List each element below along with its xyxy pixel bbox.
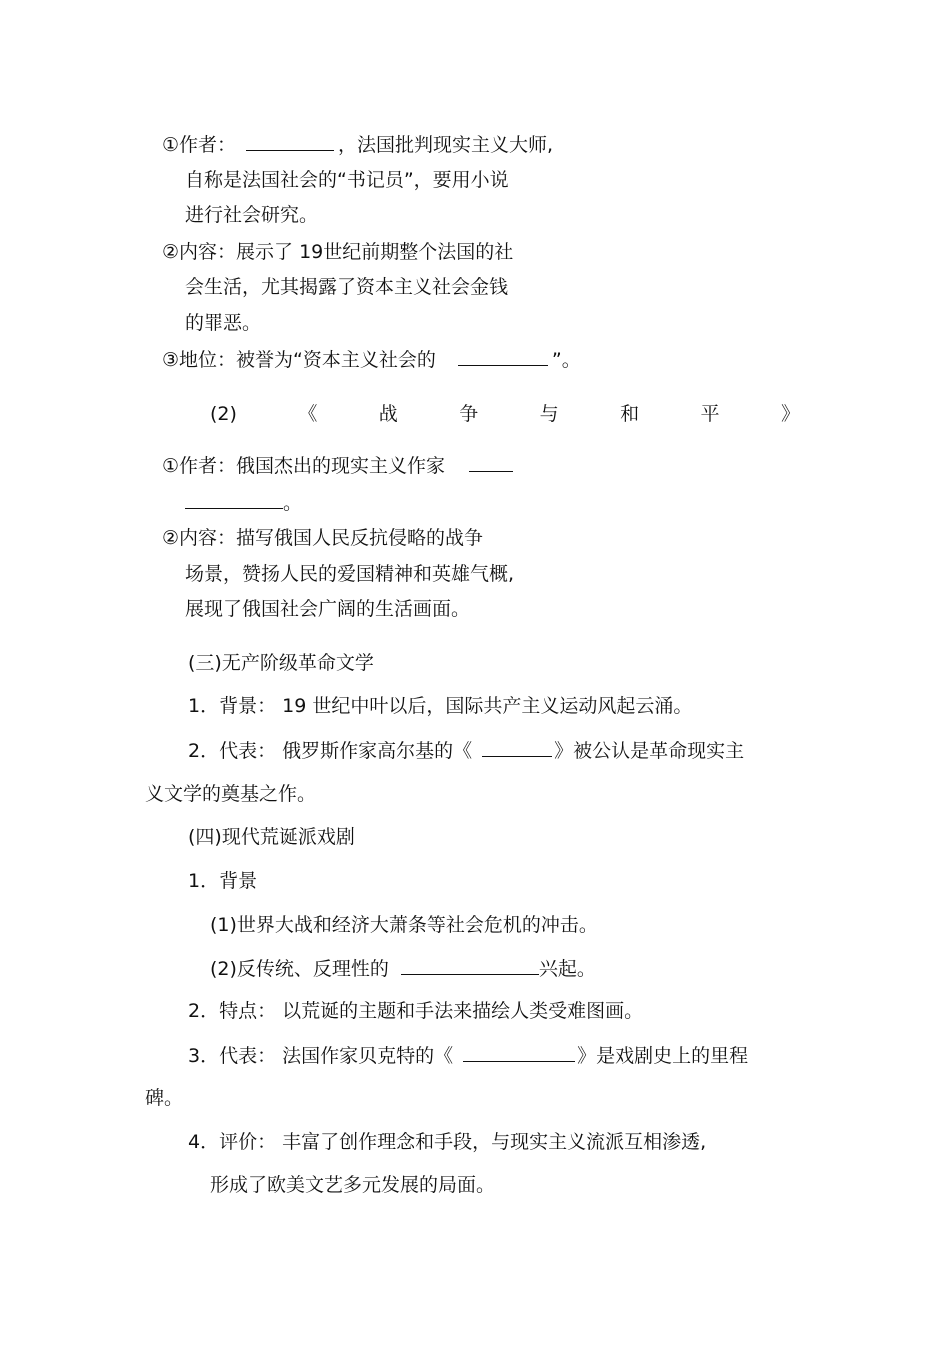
war-peace-content-line1: ②内容：描写俄国人民反抗侵略的战争	[162, 527, 484, 549]
war-peace-content-line3: 展现了俄国社会广阔的生活画面。	[185, 598, 471, 620]
title-char: 和	[620, 403, 640, 425]
period: 。	[283, 492, 303, 514]
balzac-author-line2: 自称是法国社会的“书记员”，要用小说	[185, 169, 509, 191]
blank-author	[246, 132, 334, 151]
balzac-content-line2: 会生活，尤其揭露了资本主义社会金钱	[185, 276, 509, 298]
balzac-author-line	[162, 132, 553, 157]
absurd-rep-line	[188, 1043, 748, 1068]
title-char: 战	[378, 403, 398, 425]
title-char: 平	[700, 403, 720, 425]
balzac-content-line3: 的罪恶。	[185, 312, 262, 334]
title-char: 争	[459, 403, 479, 425]
blank-beckett-work	[463, 1043, 575, 1062]
blank-movement	[401, 956, 539, 975]
label-author: ①作者：	[162, 134, 237, 156]
author-label: ①作者：俄国杰出的现实主义作家	[162, 455, 446, 477]
balzac-status-line	[162, 347, 581, 372]
absurd-eval-line2: 形成了欧美文艺多元发展的局面。	[210, 1174, 496, 1196]
rep-prefix: 3．代表： 法国作家贝克特的《	[188, 1045, 454, 1067]
blank-tolstoy-1	[469, 453, 513, 472]
balzac-content-line1: ②内容：展示了 19世纪前期整个法国的社	[162, 241, 514, 263]
blank-status	[458, 347, 548, 366]
absurd-bg-label: 1．背景	[188, 870, 258, 892]
item2-suffix: 兴起。	[538, 958, 596, 980]
status-suffix: ”。	[551, 349, 581, 371]
absurd-feature: 2．特点： 以荒诞的主题和手法来描绘人类受难图画。	[188, 1000, 644, 1022]
absurd-bg-item1: (1)世界大战和经济大萧条等社会危机的冲击。	[210, 914, 598, 936]
author-suffix: ，法国批判现实主义大师,	[338, 134, 554, 156]
proletarian-background: 1．背景： 19 世纪中叶以后，国际共产主义运动风起云涌。	[188, 695, 693, 717]
rep-suffix: 》是戏剧史上的里程	[577, 1045, 749, 1067]
blank-tolstoy-2	[185, 490, 283, 509]
rep-prefix: 2．代表： 俄罗斯作家高尔基的《	[188, 740, 473, 762]
war-peace-content-line2: 场景，赞扬人民的爱国精神和英雄气概,	[185, 563, 515, 585]
absurd-rep-line2: 碑。	[145, 1087, 184, 1109]
war-peace-title	[210, 401, 800, 427]
title-char: 《	[298, 403, 318, 425]
blank-gorky-work	[482, 738, 552, 757]
absurd-heading: (四)现代荒诞派戏剧	[188, 826, 355, 848]
item2-prefix: (2)反传统、反理性的	[210, 958, 389, 980]
absurd-bg-item2	[210, 956, 596, 981]
rep-suffix: 》被公认是革命现实主	[554, 740, 745, 762]
status-prefix: ③地位：被誉为“资本主义社会的	[162, 349, 436, 371]
title-char: (2)	[210, 403, 237, 425]
balzac-author-line3: 进行社会研究。	[185, 204, 319, 226]
proletarian-rep-line2: 义文学的奠基之作。	[145, 783, 317, 805]
proletarian-rep-line	[188, 738, 744, 763]
proletarian-heading: (三)无产阶级革命文学	[188, 652, 374, 674]
absurd-eval-line1: 4．评价： 丰富了创作理念和手段，与现实主义流派互相渗透,	[188, 1131, 707, 1153]
title-char: 与	[539, 403, 559, 425]
title-char: 》	[780, 403, 800, 425]
war-peace-author-line2	[185, 490, 302, 515]
war-peace-author-line1	[162, 453, 513, 478]
